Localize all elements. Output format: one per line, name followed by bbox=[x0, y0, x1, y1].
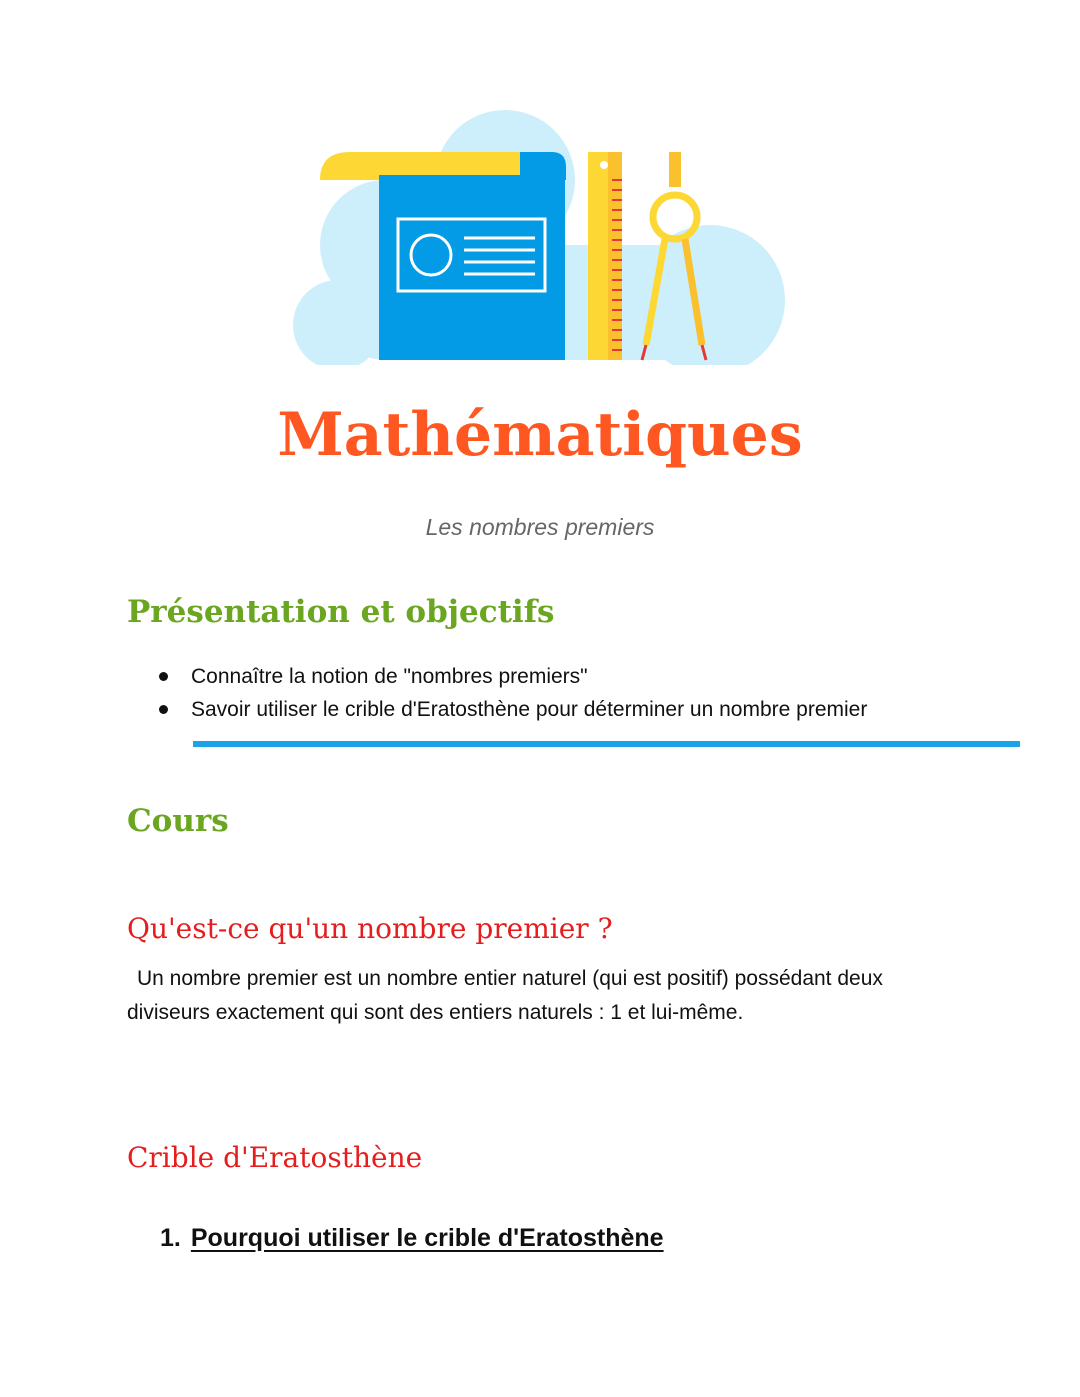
definition-line-2: diviseurs exactement qui sont des entiers naturels : 1 et lui-même. bbox=[127, 1001, 744, 1024]
subsection-heading-crible: Crible d'Eratosthène bbox=[127, 1141, 423, 1174]
definition-line-1: Un nombre premier est un nombre entier naturel (qui est positif) possédant deux bbox=[137, 967, 883, 990]
illustration-svg bbox=[290, 95, 790, 365]
subsection-heading-nombre-premier: Qu'est-ce qu'un nombre premier ? bbox=[127, 912, 613, 945]
list-item-text: Connaître la notion de "nombres premiers" bbox=[191, 665, 588, 688]
list-item bbox=[155, 693, 867, 726]
numbered-item bbox=[160, 1224, 664, 1253]
section-heading-cours: Cours bbox=[127, 803, 229, 839]
item-heading-underlined: Pourquoi utiliser le crible d'Eratosthène bbox=[190, 1224, 664, 1252]
definition-paragraph bbox=[127, 962, 947, 1030]
page-subtitle: Les nombres premiers bbox=[425, 514, 655, 540]
item-number: 1. bbox=[160, 1224, 181, 1252]
bullet-icon bbox=[159, 672, 168, 681]
section-heading-presentation: Présentation et objectifs bbox=[127, 594, 555, 630]
page-title: Mathématiques bbox=[277, 400, 803, 470]
bullet-icon bbox=[159, 705, 168, 714]
list-item-text: Savoir utiliser le crible d'Eratosthène pour déterminer un nombre premier bbox=[191, 698, 868, 721]
list-item bbox=[155, 660, 867, 693]
math-illustration bbox=[290, 95, 790, 365]
ruler-icon bbox=[588, 152, 622, 360]
section-divider bbox=[193, 741, 1020, 747]
objectives-list bbox=[155, 660, 867, 726]
